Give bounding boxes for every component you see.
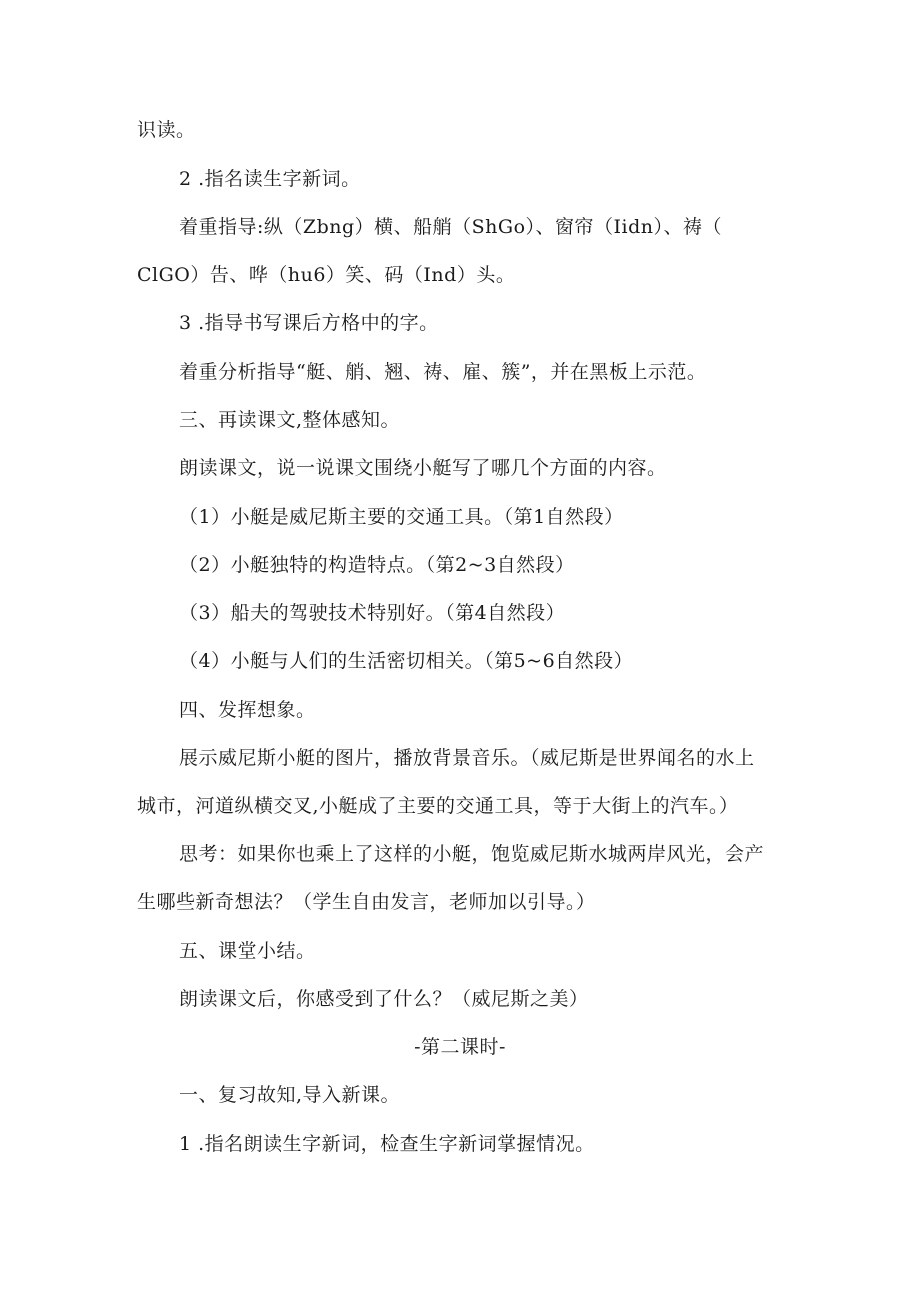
list-item: （4）小艇与人们的生活密切相关。（第5~6自然段） (179, 650, 634, 672)
numbered-item-1: 1 .指名朗读生字新词，检查生字新词掌握情况。 (179, 1133, 595, 1155)
text-line: ClGO）告、哗（hu6）笑、码（Ind）头。 (137, 264, 516, 286)
list-item: （2）小艇独特的构造特点。（第2~3自然段） (179, 554, 575, 576)
text-line: 识读。 (137, 119, 196, 141)
text-line: 思考：如果你也乘上了这样的小艇，饱览威尼斯水城两岸风光，会产 (179, 843, 765, 865)
section-heading-1: 一、复习故知,导入新课。 (179, 1084, 401, 1106)
text-line: 生哪些新奇想法？（学生自由发言，老师加以引导。） (137, 891, 596, 913)
list-item: （3）船夫的驾驶技术特别好。（第4自然段） (179, 602, 566, 624)
section-heading-5: 五、课堂小结。 (179, 940, 316, 962)
text-line: 着重分析指导“艇、艄、翘、祷、雇、簇”，并在黑板上示范。 (179, 361, 707, 383)
section-heading-4: 四、发挥想象。 (179, 699, 316, 721)
text-line: 朗读课文后，你感受到了什么？（威尼斯之美） (179, 988, 589, 1010)
list-item: （1）小艇是威尼斯主要的交通工具。（第1自然段） (179, 506, 624, 528)
numbered-item-2: 2 .指名读生字新词。 (179, 168, 361, 190)
text-line: 着重指导:纵（Zbng）横、船艄（ShGo）、窗帘（Iidn）、祷（ (179, 216, 723, 238)
section-heading-3: 三、再读课文,整体感知。 (179, 409, 401, 431)
lesson-divider-title: -第二课时- (414, 1036, 506, 1058)
text-line: 城市，河道纵横交叉,小艇成了主要的交通工具，等于大街上的汽车。） (137, 795, 739, 817)
text-line: 展示威尼斯小艇的图片，播放背景音乐。（威尼斯是世界闻名的水上 (179, 747, 755, 769)
text-line: 朗读课文，说一说课文围绕小艇写了哪几个方面的内容。 (179, 457, 667, 479)
numbered-item-3: 3 .指导书写课后方格中的字。 (179, 312, 439, 334)
